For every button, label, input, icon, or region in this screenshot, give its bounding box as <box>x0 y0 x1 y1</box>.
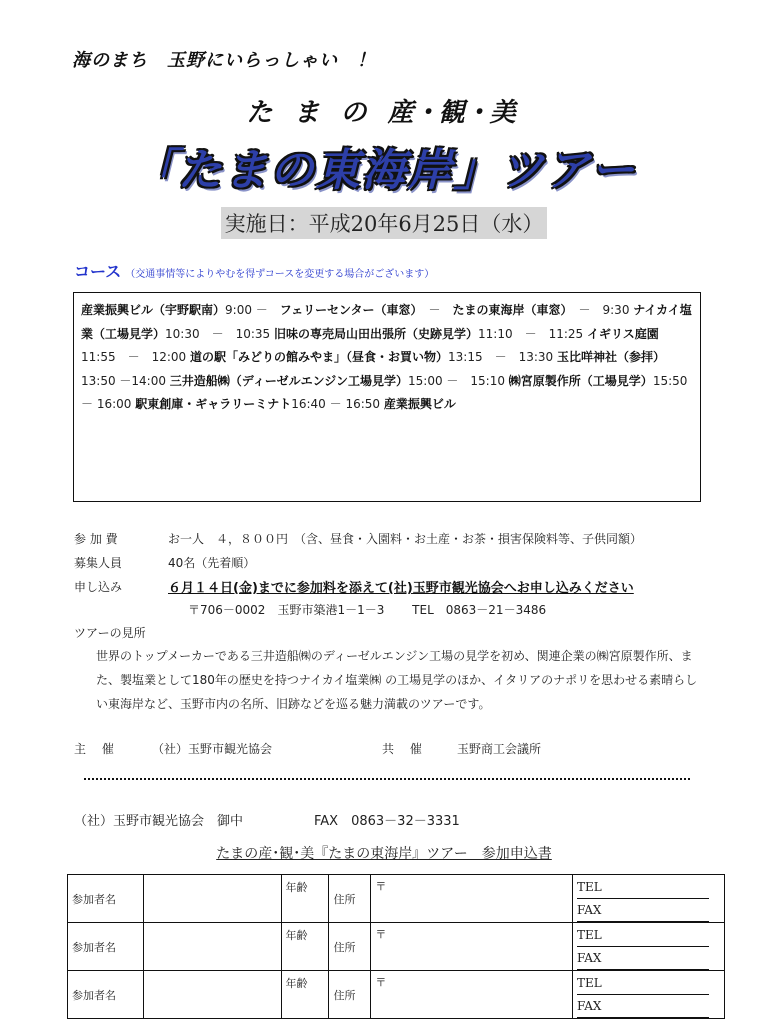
course-note: （交通事情等によりやむを得ずコースを変更する場合がございます） <box>125 269 435 280</box>
apply-deadline: ６月１４日(金)までに参加料を添えて(社)玉野市観光協会へお申し込みください <box>168 581 634 596</box>
route-time: 16:40 － 16:50 <box>291 397 384 411</box>
fax-number: FAX 0863－32－3331 <box>314 814 460 829</box>
office-address: 〒706－0002 玉野市築港1－1－3 TEL 0863－21－3486 <box>188 603 547 617</box>
fax-field[interactable]: FAX <box>577 947 709 970</box>
address-field[interactable] <box>371 923 573 971</box>
age-label: 年齢 <box>281 923 329 971</box>
event-date: 実施日：平成20年6月25日（水） <box>221 207 548 239</box>
participant-name-label: 参加者名 <box>68 971 144 1019</box>
tagline: 海のまち 玉野にいらっしゃい ！ <box>72 50 376 71</box>
route-time: 13:50 －14:00 <box>81 373 170 388</box>
tel-field[interactable]: TEL <box>577 924 709 947</box>
fax-field[interactable]: FAX <box>577 899 709 922</box>
route-stop: 産業振興ビル <box>383 397 456 411</box>
address-label: 住所 <box>329 971 371 1019</box>
participant-name-field[interactable] <box>143 875 281 923</box>
addressee: （社）玉野市観光協会 御中 <box>74 814 244 829</box>
route-time: 15:00 － 15:10 <box>408 373 509 388</box>
postal-mark: 〒 <box>375 976 387 989</box>
page-title: 「たまの東海岸」ツアー <box>131 145 637 196</box>
cut-line <box>84 778 690 780</box>
route-stop: 道の駅「みどりの館みやま」（昼食・お買い物） <box>189 350 448 364</box>
contact-cell <box>572 875 724 923</box>
postal-mark: 〒 <box>375 928 387 941</box>
participant-name-field[interactable] <box>143 971 281 1019</box>
date-container <box>0 207 768 239</box>
form-row <box>68 923 725 971</box>
highlights-label: ツアーの見所 <box>74 626 146 640</box>
route-stop: 旧味の専売局山田出張所（史跡見学） <box>274 326 479 341</box>
cosponsor-label: 共 催 <box>382 742 422 756</box>
tel-field[interactable]: TEL <box>577 876 709 899</box>
form-row <box>68 875 725 923</box>
route-time: － <box>416 303 453 317</box>
form-title: たまの産･観･美『たまの東海岸』ツアー 参加申込書 <box>216 846 552 862</box>
tel-field[interactable]: TEL <box>577 972 709 995</box>
fee-value: お一人 ４，８００円 （含、昼食・入園料・お土産・お茶・損害保険料等、子供同額） <box>168 532 643 546</box>
highlights-text: 世界のトップメーカーである三井造船㈱のディーゼルエンジン工場の見学を初め、関連企業の㈱宮原製作所、また、製塩業として180年の歴史を持つナイカイ塩業㈱ の工場見学のほか、イタリアのナポリを思わせる素晴らしい東海岸など、玉野市内の名所、旧跡などを巡る魅力満載のツアーです。 <box>96 649 698 711</box>
route-stop: フェリーセンター（車窓） <box>279 303 417 317</box>
participant-name-label: 参加者名 <box>68 875 144 923</box>
organizer-value: （社）玉野市観光協会 <box>152 742 273 756</box>
route-stop: イギリス庭園 <box>587 326 659 341</box>
address-label: 住所 <box>329 923 371 971</box>
address-field[interactable] <box>371 971 573 1019</box>
postal-mark: 〒 <box>375 880 387 893</box>
route-stop: 玉比咩神社（参拝） <box>556 350 665 364</box>
route-time: 10:30 － 10:35 <box>165 326 274 341</box>
capacity-value: 40名（先着順） <box>168 556 256 570</box>
apply-label: 申し込み <box>74 580 123 594</box>
course-heading <box>74 259 434 282</box>
route-time: 11:55 － 12:00 <box>81 350 190 364</box>
route-box <box>73 292 701 502</box>
route-time: 15:50 － 16:00 <box>81 373 688 411</box>
course-heading-label: コース <box>74 262 122 281</box>
form-row <box>68 971 725 1019</box>
fee-label: 参 加 費 <box>74 532 118 546</box>
participant-name-label: 参加者名 <box>68 923 144 971</box>
subtitle: た ま の 産･観･美 <box>246 98 522 128</box>
age-label: 年齢 <box>281 971 329 1019</box>
route-stop: 三井造船㈱（ディーゼルエンジン工場見学） <box>169 373 408 388</box>
route-time: 11:10 － 11:25 <box>478 326 587 341</box>
route-stop: たまの東海岸（車窓） <box>452 303 567 317</box>
route-time: 9:00 － <box>225 303 280 317</box>
capacity-label: 募集人員 <box>74 556 123 570</box>
application-form <box>67 874 725 1019</box>
organizer-label: 主 催 <box>74 742 114 756</box>
participant-name-field[interactable] <box>143 923 281 971</box>
route-stop: ナイカイ塩業（工場見学） <box>81 303 692 341</box>
fax-field[interactable]: FAX <box>577 995 709 1018</box>
route-time: － 9:30 <box>566 303 634 317</box>
cosponsor-value: 玉野商工会議所 <box>457 742 542 756</box>
contact-cell <box>572 923 724 971</box>
route-stop: 駅東創庫・ギャラリーミナト <box>135 397 292 411</box>
route-time: 13:15 － 13:30 <box>448 350 557 364</box>
route-stop: ㈱宮原製作所（工場見学） <box>508 373 653 388</box>
route-stop: 産業振興ビル（宇野駅南） <box>81 303 226 317</box>
address-label: 住所 <box>329 875 371 923</box>
contact-cell <box>572 971 724 1019</box>
age-label: 年齢 <box>281 875 329 923</box>
address-field[interactable] <box>371 875 573 923</box>
